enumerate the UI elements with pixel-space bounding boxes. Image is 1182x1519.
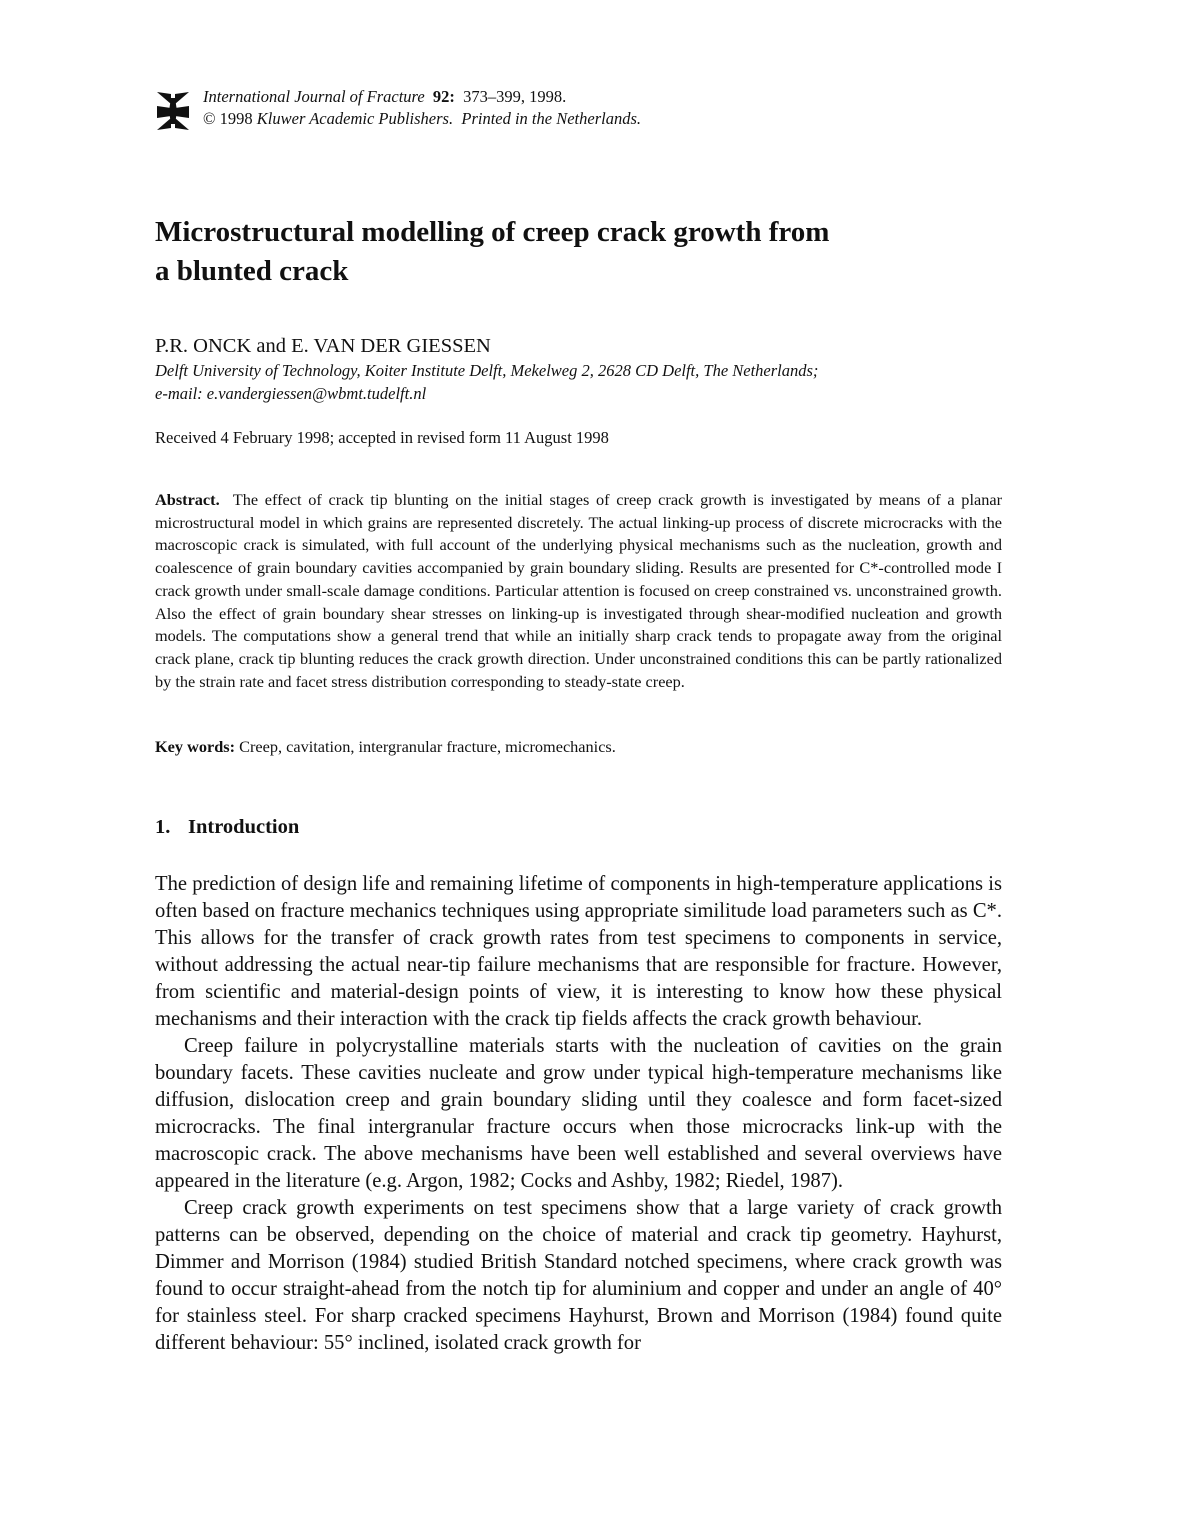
abstract — [155, 489, 1002, 693]
paper-title — [155, 213, 1005, 291]
section-heading — [155, 814, 299, 840]
keywords-label: Key words: — [155, 737, 236, 756]
publisher-logo-icon — [155, 90, 191, 132]
journal-pages-year: 373–399, 1998. — [463, 87, 567, 106]
affiliation — [155, 359, 1055, 405]
abstract-text: The effect of crack tip blunting on the initial stages of creep crack growth is investigated by means of a planar microstructural model in which grains are represented discretely. The actual linking-up process of discrete microcracks with the macroscopic crack is simulated, with full account of the underlying physical mechanisms such as the nucleation, growth and coalescence of grain boundary cavities accompanied by grain boundary sliding. Results are presented for C*-controlled mode I crack growth under small-scale damage conditions. Particular attention is focused on creep constrained vs. unconstrained growth. Also the effect of grain boundary shear stresses on linking-up is investigated through shear-modified nucleation and growth models. The computations show a general trend that while an initially sharp crack tends to propagate away from the original crack plane, crack tip blunting reduces the crack growth direction. Under unconstrained conditions this can be partly rationalized by the strain rate and facet stress distribution corresponding to steady-state creep. — [155, 490, 1002, 691]
body-paragraph: The prediction of design life and remaining lifetime of components in high-temperature applications is often based on fracture mechanics techniques using appropriate similitude load parameters such as C*. This allows for the transfer of crack growth rates from test specimens to components in service, without addressing the actual near-tip failure mechanisms that are responsible for fracture. However, from scientific and material-design points of view, it is interesting to know how these physical mechanisms and their interaction with the crack tip fields affects the crack growth behaviour. — [155, 873, 1002, 1030]
body-paragraph: Creep crack growth experiments on test specimens show that a large variety of crack growth patterns can be observed, depending on the choice of material and crack tip geometry. Hayhurst, Dimmer and Morrison (1984) studied British Standard notched specimens, where crack growth was found to occur straight-ahead from the notch tip for aluminium and copper and under an angle of 40° for stainless steel. For sharp cracked specimens Hayhurst, Brown and Morrison (1984) found quite different behaviour: 55° inclined, isolated crack growth for — [155, 1197, 1002, 1354]
body-text — [155, 871, 1002, 1357]
journal-header — [155, 86, 855, 136]
affiliation-email: e-mail: e.vandergiessen@wbmt.tudelft.nl — [155, 384, 427, 403]
title-line-1: Microstructural modelling of creep crack growth from — [155, 216, 830, 248]
received-dates: Received 4 February 1998; accepted in revised form 11 August 1998 — [155, 428, 609, 447]
journal-name: International Journal of Fracture — [203, 87, 425, 106]
journal-citation — [203, 86, 641, 130]
publisher-name: Kluwer Academic Publishers. — [256, 109, 454, 128]
journal-volume: 92: — [432, 87, 455, 106]
keywords-text: Creep, cavitation, intergranular fracture, micromechanics. — [239, 737, 616, 756]
affiliation-address: Delft University of Technology, Koiter Institute Delft, Mekelweg 2, 2628 CD Delft, The Netherlands; — [155, 361, 819, 380]
copyright-year: © 1998 — [203, 109, 253, 128]
keywords — [155, 736, 616, 758]
title-line-2: a blunted crack — [155, 255, 349, 287]
printed-location: Printed in the Netherlands. — [461, 109, 642, 128]
section-title: Introduction — [188, 816, 300, 838]
section-number: 1. — [155, 816, 171, 838]
author-list: P.R. ONCK and E. VAN DER GIESSEN — [155, 335, 491, 357]
body-paragraph: Creep failure in polycrystalline materials starts with the nucleation of cavities on the grain boundary facets. These cavities nucleate and grow under typical high-temperature mechanisms like diffusion, dislocation creep and grain boundary sliding until they coalesce and form facet-sized microcracks. The final intergranular fracture occurs when those microcracks link-up with the macroscopic crack. The above mechanisms have been well established and several overviews have appeared in the literature (e.g. Argon, 1982; Cocks and Ashby, 1982; Riedel, 1987). — [155, 1035, 1002, 1192]
abstract-label: Abstract. — [155, 490, 220, 509]
